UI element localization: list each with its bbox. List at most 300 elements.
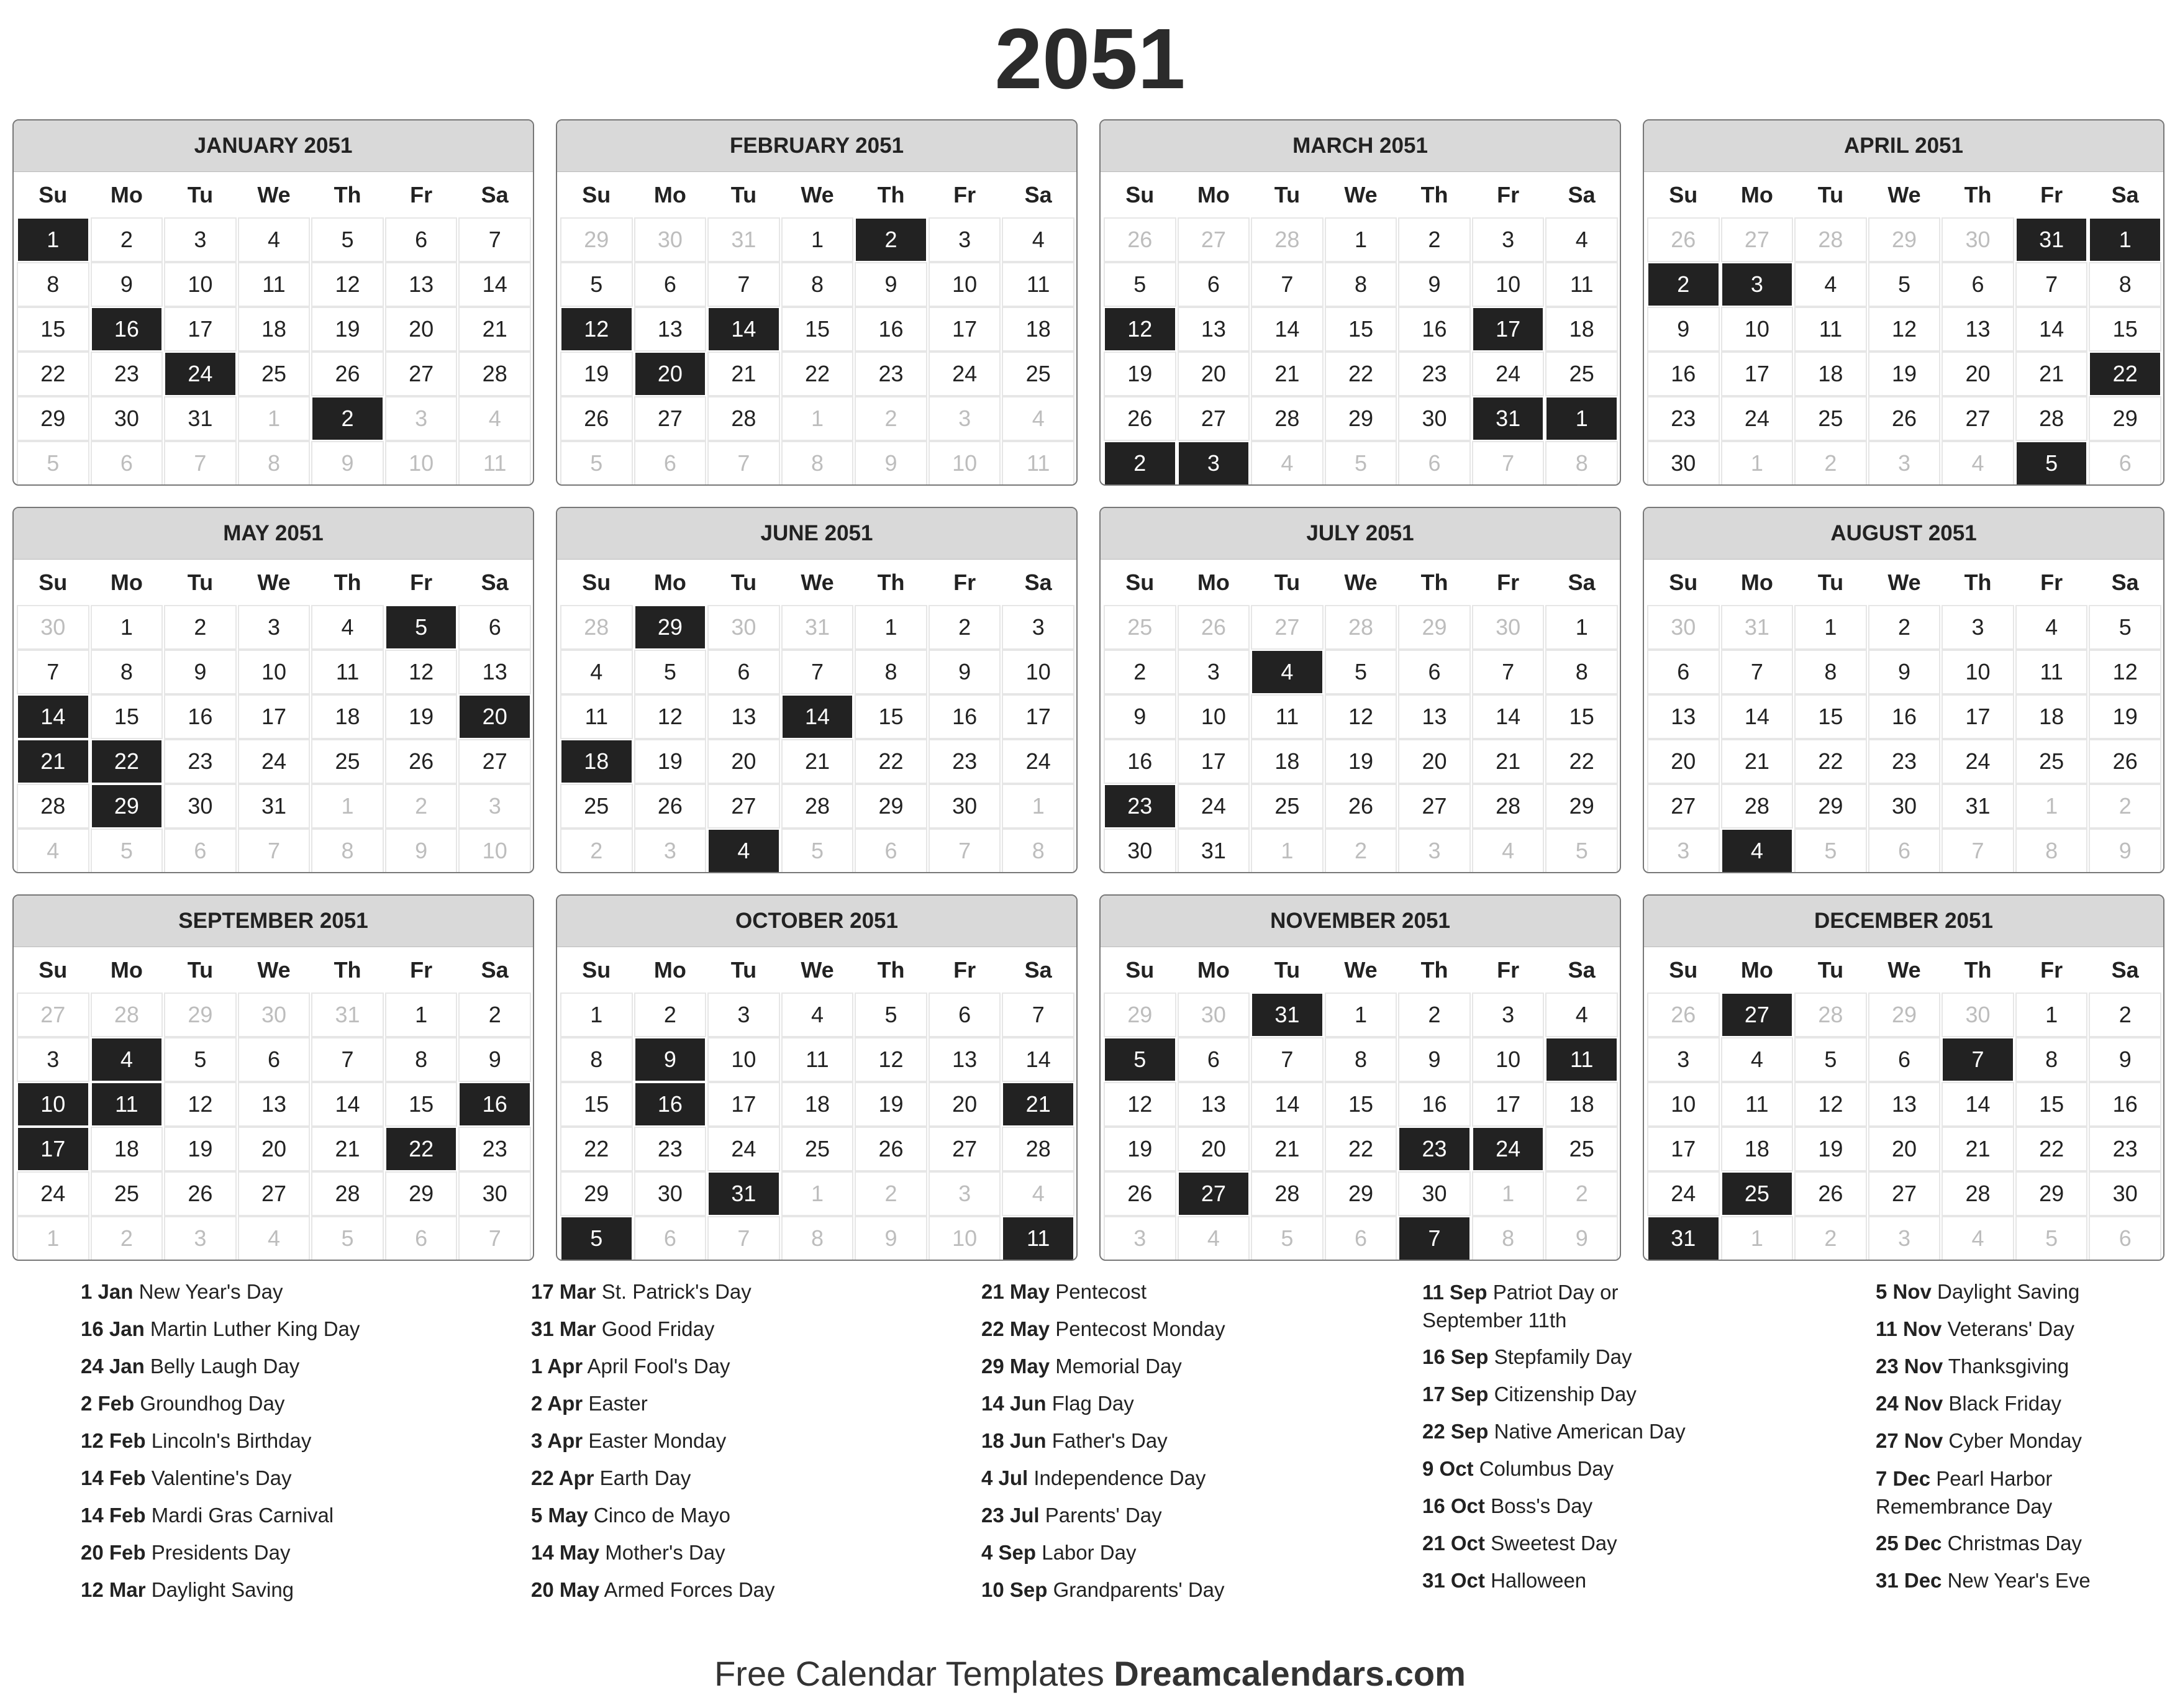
holiday-item (531, 1311, 966, 1348)
day-cell: 8 (18, 263, 88, 306)
holiday-item (1422, 1488, 1714, 1525)
holiday-column (981, 1273, 1416, 1609)
month-card (1643, 119, 2164, 486)
holiday-day-cell: 4 (1722, 830, 1792, 872)
holiday-item (531, 1422, 966, 1460)
holiday-item (1422, 1450, 1714, 1488)
holiday-column (1422, 1273, 1714, 1599)
day-cell: 7 (709, 263, 779, 306)
adjacent-month-day-cell: 4 (1179, 1217, 1249, 1260)
day-cell: 30 (460, 1173, 530, 1215)
day-cell: 15 (1326, 308, 1396, 350)
day-cell: 19 (2090, 696, 2160, 738)
month-card (1643, 894, 2164, 1261)
day-cell: 21 (1943, 1128, 2013, 1170)
day-cell: 21 (1722, 740, 1792, 783)
holiday-date: 22 Sep (1422, 1420, 1489, 1443)
adjacent-month-day-cell: 2 (856, 1173, 926, 1215)
day-cell: 15 (561, 1083, 632, 1125)
holiday-day-cell: 12 (561, 308, 632, 350)
adjacent-month-day-cell: 1 (1473, 1173, 1543, 1215)
holiday-item (1876, 1348, 2168, 1385)
adjacent-month-day-cell: 29 (165, 994, 235, 1036)
adjacent-month-day-cell: 4 (18, 830, 88, 872)
holiday-name: Patriot Day or September 11th (1422, 1281, 1619, 1332)
day-cell: 12 (312, 263, 383, 306)
day-cell: 5 (635, 651, 706, 693)
holiday-day-cell: 16 (460, 1083, 530, 1125)
day-cell: 18 (92, 1128, 162, 1170)
adjacent-month-day-cell: 4 (1943, 442, 2013, 484)
month-title: JULY 2051 (1101, 508, 1620, 560)
day-cell: 26 (561, 397, 632, 440)
day-cell: 5 (1105, 263, 1175, 306)
weekday-header: Fr (410, 570, 433, 595)
holiday-name: Belly Laugh Day (150, 1355, 300, 1378)
day-cell: 14 (1473, 696, 1543, 738)
day-cell: 16 (930, 696, 1000, 738)
holiday-day-cell: 17 (1473, 308, 1543, 350)
adjacent-month-day-cell: 7 (709, 1217, 779, 1260)
day-cell: 26 (1869, 397, 1940, 440)
holiday-day-cell: 2 (312, 397, 383, 440)
day-cell: 24 (1943, 740, 2013, 783)
adjacent-month-day-cell: 3 (460, 785, 530, 827)
weekday-header: Th (877, 182, 905, 207)
weekday-header: Th (877, 570, 905, 595)
adjacent-month-day-cell: 6 (92, 442, 162, 484)
weekday-header: Su (39, 570, 68, 595)
day-cell: 17 (1943, 696, 2013, 738)
day-cell: 21 (2017, 353, 2087, 395)
day-cell: 28 (18, 785, 88, 827)
weekday-header: Mo (1197, 570, 1230, 595)
day-cell: 22 (1796, 740, 1866, 783)
holiday-item (81, 1273, 515, 1311)
day-cell: 20 (709, 740, 779, 783)
adjacent-month-day-cell: 6 (2090, 442, 2160, 484)
day-cell: 6 (930, 994, 1000, 1036)
adjacent-month-day-cell: 31 (783, 606, 853, 648)
day-cell: 6 (1179, 1038, 1249, 1081)
adjacent-month-day-cell: 8 (2017, 830, 2087, 872)
holiday-day-cell: 18 (561, 740, 632, 783)
day-cell: 6 (460, 606, 530, 648)
day-cell: 10 (930, 263, 1000, 306)
adjacent-month-day-cell: 4 (1252, 442, 1322, 484)
day-cell: 29 (1326, 397, 1396, 440)
holiday-item (981, 1348, 1416, 1385)
holiday-day-cell: 2 (1648, 263, 1719, 306)
holiday-name: Stepfamily Day (1494, 1345, 1632, 1368)
holiday-item (981, 1460, 1416, 1497)
holiday-date: 5 Nov (1876, 1280, 1932, 1303)
day-cell: 17 (165, 308, 235, 350)
day-cell: 21 (460, 308, 530, 350)
adjacent-month-day-cell: 5 (783, 830, 853, 872)
day-cell: 22 (1326, 1128, 1396, 1170)
day-cell: 28 (709, 397, 779, 440)
holiday-day-cell: 7 (1399, 1217, 1469, 1260)
month-day-grid (1103, 173, 1619, 486)
adjacent-month-day-cell: 3 (1399, 830, 1469, 872)
adjacent-month-day-cell: 27 (1179, 219, 1249, 261)
day-cell: 17 (930, 308, 1000, 350)
month-title: NOVEMBER 2051 (1101, 896, 1620, 947)
adjacent-month-day-cell: 6 (386, 1217, 456, 1260)
day-cell: 1 (783, 219, 853, 261)
weekday-header: Tu (1274, 957, 1301, 983)
holiday-name: Cyber Monday (1948, 1429, 2082, 1452)
weekday-header: Tu (187, 957, 214, 983)
month-title: DECEMBER 2051 (1644, 896, 2163, 947)
day-cell: 13 (239, 1083, 309, 1125)
footer-site-link[interactable]: Dreamcalendars.com (1114, 1654, 1466, 1693)
adjacent-month-day-cell: 7 (239, 830, 309, 872)
holiday-name: Memorial Day (1055, 1355, 1182, 1378)
day-cell: 30 (92, 397, 162, 440)
adjacent-month-day-cell: 3 (1869, 1217, 1940, 1260)
adjacent-month-day-cell: 9 (312, 442, 383, 484)
weekday-header: Su (1669, 570, 1698, 595)
day-cell: 3 (1473, 994, 1543, 1036)
adjacent-month-day-cell: 4 (1943, 1217, 2013, 1260)
holiday-name: April Fool's Day (587, 1355, 730, 1378)
page-title: 2051 (994, 11, 1186, 107)
day-cell: 27 (1399, 785, 1469, 827)
day-cell: 26 (635, 785, 706, 827)
holiday-day-cell: 2 (1105, 442, 1175, 484)
holiday-day-cell: 21 (18, 740, 88, 783)
adjacent-month-day-cell: 29 (1399, 606, 1469, 648)
holiday-date: 31 Oct (1422, 1569, 1485, 1592)
weekday-header: Fr (1497, 182, 1520, 207)
weekday-header: Mo (653, 182, 686, 207)
weekday-header: Mo (653, 957, 686, 983)
day-cell: 4 (1003, 219, 1073, 261)
adjacent-month-day-cell: 3 (930, 397, 1000, 440)
holiday-date: 12 Mar (81, 1578, 146, 1601)
adjacent-month-day-cell: 4 (1003, 397, 1073, 440)
day-cell: 1 (1796, 606, 1866, 648)
holiday-date: 17 Sep (1422, 1383, 1489, 1406)
day-cell: 27 (1648, 785, 1719, 827)
day-cell: 23 (930, 740, 1000, 783)
weekday-header: Sa (1568, 182, 1596, 207)
day-cell: 13 (460, 651, 530, 693)
day-cell: 27 (1869, 1173, 1940, 1215)
day-cell: 4 (561, 651, 632, 693)
day-cell: 13 (635, 308, 706, 350)
day-cell: 2 (1399, 994, 1469, 1036)
weekday-header: Mo (110, 182, 143, 207)
weekday-header: Th (334, 570, 361, 595)
holiday-name: Christmas Day (1947, 1532, 2082, 1555)
day-cell: 6 (1943, 263, 2013, 306)
holiday-day-cell: 14 (783, 696, 853, 738)
adjacent-month-day-cell: 3 (930, 1173, 1000, 1215)
day-cell: 5 (2090, 606, 2160, 648)
weekday-header: Mo (653, 570, 686, 595)
day-cell: 1 (386, 994, 456, 1036)
day-cell: 10 (1473, 1038, 1543, 1081)
adjacent-month-day-cell: 5 (92, 830, 162, 872)
month-day-grid (560, 560, 1075, 873)
day-cell: 7 (1473, 651, 1543, 693)
day-cell: 28 (1473, 785, 1543, 827)
day-cell: 3 (1003, 606, 1073, 648)
day-cell: 18 (1796, 353, 1866, 395)
holiday-date: 4 Sep (981, 1541, 1037, 1564)
weekday-header: Th (1420, 182, 1448, 207)
holiday-date: 4 Jul (981, 1466, 1029, 1489)
adjacent-month-day-cell: 28 (1252, 219, 1322, 261)
day-cell: 8 (386, 1038, 456, 1081)
adjacent-month-day-cell: 28 (1796, 219, 1866, 261)
holiday-day-cell: 22 (2090, 353, 2160, 395)
day-cell: 23 (2090, 1128, 2160, 1170)
day-cell: 6 (1648, 651, 1719, 693)
holiday-day-cell: 31 (1252, 994, 1322, 1036)
adjacent-month-day-cell: 5 (1326, 442, 1396, 484)
day-cell: 27 (635, 397, 706, 440)
weekday-header: Sa (1024, 570, 1052, 595)
weekday-header: We (1887, 182, 1921, 207)
day-cell: 18 (1252, 740, 1322, 783)
day-cell: 19 (312, 308, 383, 350)
day-cell: 24 (1722, 397, 1792, 440)
adjacent-month-day-cell: 9 (1546, 1217, 1617, 1260)
adjacent-month-day-cell: 1 (1252, 830, 1322, 872)
day-cell: 9 (856, 263, 926, 306)
adjacent-month-day-cell: 2 (561, 830, 632, 872)
day-cell: 7 (1722, 651, 1792, 693)
day-cell: 21 (1252, 353, 1322, 395)
holiday-date: 10 Sep (981, 1578, 1048, 1601)
adjacent-month-day-cell: 6 (165, 830, 235, 872)
weekday-header: Th (334, 182, 361, 207)
day-cell: 29 (1546, 785, 1617, 827)
day-cell: 7 (783, 651, 853, 693)
weekday-header: Fr (953, 570, 976, 595)
holiday-date: 24 Jan (81, 1355, 145, 1378)
adjacent-month-day-cell: 10 (386, 442, 456, 484)
holiday-item (81, 1571, 515, 1609)
adjacent-month-day-cell: 30 (1648, 606, 1719, 648)
adjacent-month-day-cell: 5 (1546, 830, 1617, 872)
weekday-header: Su (582, 182, 611, 207)
holiday-name: Daylight Saving (1937, 1280, 2080, 1303)
day-cell: 17 (239, 696, 309, 738)
day-cell: 24 (1648, 1173, 1719, 1215)
adjacent-month-day-cell: 26 (1179, 606, 1249, 648)
day-cell: 15 (856, 696, 926, 738)
holiday-date: 14 Feb (81, 1466, 146, 1489)
month-title: JANUARY 2051 (14, 120, 533, 172)
adjacent-month-day-cell: 2 (1546, 1173, 1617, 1215)
day-cell: 19 (1796, 1128, 1866, 1170)
holiday-day-cell: 21 (1003, 1083, 1073, 1125)
day-cell: 29 (2090, 397, 2160, 440)
day-cell: 31 (1179, 830, 1249, 872)
weekday-header: Th (1420, 957, 1448, 983)
day-cell: 20 (1179, 1128, 1249, 1170)
day-cell: 23 (1648, 397, 1719, 440)
day-cell: 13 (1648, 696, 1719, 738)
adjacent-month-day-cell: 26 (1648, 219, 1719, 261)
day-cell: 28 (1943, 1173, 2013, 1215)
holiday-day-cell: 31 (709, 1173, 779, 1215)
holiday-day-cell: 4 (92, 1038, 162, 1081)
day-cell: 6 (1179, 263, 1249, 306)
holiday-date: 12 Feb (81, 1429, 146, 1452)
weekday-header: Fr (2040, 182, 2063, 207)
holiday-name: Halloween (1491, 1569, 1587, 1592)
adjacent-month-day-cell: 5 (2017, 1217, 2087, 1260)
day-cell: 24 (930, 353, 1000, 395)
adjacent-month-day-cell: 1 (2017, 785, 2087, 827)
holiday-item (981, 1571, 1416, 1609)
day-cell: 13 (1943, 308, 2013, 350)
adjacent-month-day-cell: 26 (1105, 219, 1175, 261)
day-cell: 28 (2017, 397, 2087, 440)
day-cell: 20 (1399, 740, 1469, 783)
day-cell: 9 (2090, 1038, 2160, 1081)
holiday-date: 22 Apr (531, 1466, 594, 1489)
weekday-header: Fr (1497, 957, 1520, 983)
adjacent-month-day-cell: 29 (1105, 994, 1175, 1036)
day-cell: 21 (312, 1128, 383, 1170)
adjacent-month-day-cell: 8 (1473, 1217, 1543, 1260)
adjacent-month-day-cell: 4 (460, 397, 530, 440)
day-cell: 19 (1105, 353, 1175, 395)
day-cell: 16 (1399, 1083, 1469, 1125)
weekday-header: Su (39, 957, 68, 983)
adjacent-month-day-cell: 29 (1869, 219, 1940, 261)
day-cell: 16 (1105, 740, 1175, 783)
adjacent-month-day-cell: 30 (635, 219, 706, 261)
day-cell: 20 (930, 1083, 1000, 1125)
weekday-header: We (1887, 957, 1921, 983)
day-cell: 23 (856, 353, 926, 395)
holiday-name: Lincoln's Birthday (151, 1429, 312, 1452)
weekday-header: Tu (730, 182, 757, 207)
day-cell: 25 (1546, 353, 1617, 395)
holiday-name: Groundhog Day (140, 1392, 285, 1415)
day-cell: 23 (460, 1128, 530, 1170)
adjacent-month-day-cell: 29 (1869, 994, 1940, 1036)
day-cell: 26 (1796, 1173, 1866, 1215)
day-cell: 1 (1546, 606, 1617, 648)
adjacent-month-day-cell: 28 (92, 994, 162, 1036)
weekday-header: Sa (1568, 570, 1596, 595)
adjacent-month-day-cell: 2 (856, 397, 926, 440)
holiday-day-cell: 11 (92, 1083, 162, 1125)
holiday-item (1422, 1562, 1714, 1599)
adjacent-month-day-cell: 8 (239, 442, 309, 484)
adjacent-month-day-cell: 6 (1326, 1217, 1396, 1260)
holiday-date: 18 Jun (981, 1429, 1047, 1452)
holiday-date: 11 Sep (1422, 1281, 1487, 1304)
day-cell: 1 (1326, 994, 1396, 1036)
day-cell: 1 (92, 606, 162, 648)
adjacent-month-day-cell: 2 (2090, 785, 2160, 827)
weekday-header: Mo (1197, 182, 1230, 207)
holiday-item (531, 1385, 966, 1422)
holiday-name: Mother's Day (605, 1541, 725, 1564)
holiday-day-cell: 20 (460, 696, 530, 738)
holiday-column (1876, 1273, 2168, 1599)
month-day-grid (16, 560, 532, 873)
holiday-name: Black Friday (1948, 1392, 2061, 1415)
day-cell: 3 (1943, 606, 2013, 648)
day-cell: 2 (1105, 651, 1175, 693)
day-cell: 24 (1003, 740, 1073, 783)
day-cell: 14 (1943, 1083, 2013, 1125)
day-cell: 11 (1546, 263, 1617, 306)
holiday-date: 2 Feb (81, 1392, 135, 1415)
weekday-header: Fr (953, 182, 976, 207)
day-cell: 5 (1869, 263, 1940, 306)
holiday-column (81, 1273, 515, 1609)
day-cell: 30 (1399, 397, 1469, 440)
holiday-item (531, 1348, 966, 1385)
day-cell: 14 (2017, 308, 2087, 350)
holiday-day-cell: 16 (635, 1083, 706, 1125)
adjacent-month-day-cell: 1 (783, 1173, 853, 1215)
day-cell: 20 (1648, 740, 1719, 783)
weekday-header: We (1887, 570, 1921, 595)
adjacent-month-day-cell: 7 (165, 442, 235, 484)
day-cell: 13 (1179, 1083, 1249, 1125)
month-day-grid (1103, 948, 1619, 1261)
day-cell: 20 (386, 308, 456, 350)
day-cell: 4 (1796, 263, 1866, 306)
day-cell: 10 (1473, 263, 1543, 306)
weekday-header: Su (582, 570, 611, 595)
holiday-date: 1 Apr (531, 1355, 583, 1378)
month-day-grid (1646, 560, 2162, 873)
weekday-header: Th (1964, 957, 1992, 983)
day-cell: 1 (2017, 994, 2087, 1036)
adjacent-month-day-cell: 31 (709, 219, 779, 261)
day-cell: 3 (165, 219, 235, 261)
day-cell: 24 (1473, 353, 1543, 395)
adjacent-month-day-cell: 10 (460, 830, 530, 872)
adjacent-month-day-cell: 30 (1943, 994, 2013, 1036)
day-cell: 30 (930, 785, 1000, 827)
adjacent-month-day-cell: 6 (1869, 830, 1940, 872)
month-card (1643, 507, 2164, 873)
day-cell: 25 (1252, 785, 1322, 827)
holiday-date: 31 Mar (531, 1317, 596, 1340)
weekday-header: Su (1125, 957, 1155, 983)
adjacent-month-day-cell: 28 (561, 606, 632, 648)
day-cell: 17 (1473, 1083, 1543, 1125)
adjacent-month-day-cell: 3 (1869, 442, 1940, 484)
day-cell: 6 (1399, 651, 1469, 693)
day-cell: 15 (2017, 1083, 2087, 1125)
footer-prefix: Free Calendar Templates (714, 1654, 1114, 1693)
month-card (556, 507, 1078, 873)
day-cell: 4 (239, 219, 309, 261)
day-cell: 10 (239, 651, 309, 693)
holiday-day-cell: 1 (18, 219, 88, 261)
holiday-item (981, 1311, 1416, 1348)
weekday-header: Th (1964, 570, 1992, 595)
weekday-header: We (801, 182, 834, 207)
day-cell: 15 (386, 1083, 456, 1125)
